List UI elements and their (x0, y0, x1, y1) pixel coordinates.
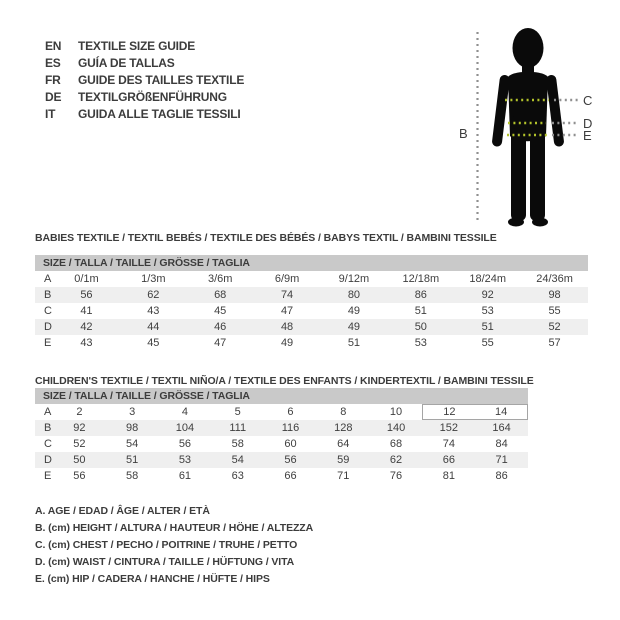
table-cell: 92 (481, 289, 494, 301)
table-cell: 71 (495, 454, 508, 466)
child-silhouette-figure (450, 16, 620, 228)
legend-item-chest: C. (cm) CHEST / PECHO / POITRINE / TRUHE / PETTO (35, 539, 298, 551)
table-cell: 9/12m (338, 273, 370, 285)
table-cell: 47 (214, 337, 227, 349)
children-row-e (35, 468, 528, 484)
row-label: E (44, 470, 52, 482)
table-cell: 55 (481, 337, 494, 349)
language-code: IT (45, 107, 56, 121)
table-cell: 48 (280, 321, 294, 333)
hip-label-e: E (583, 128, 592, 143)
table-cell: 18/24m (469, 273, 507, 285)
table-cell: 111 (229, 422, 247, 434)
language-row (45, 55, 244, 72)
table-cell: 57 (548, 337, 561, 349)
row-label: B (44, 289, 52, 301)
table-cell: 58 (126, 470, 139, 482)
table-cell: 84 (495, 438, 508, 450)
table-cell: 41 (80, 305, 93, 317)
table-cell: 55 (548, 305, 561, 317)
row-label: C (44, 305, 52, 317)
table-cell: 74 (442, 438, 455, 450)
table-cell: 59 (337, 454, 350, 466)
language-code: ES (45, 56, 61, 70)
table-cell: 6 (287, 406, 294, 418)
size-header-bar: SIZE / TALLA / TAILLE / GRÖSSE / TAGLIA (35, 255, 588, 271)
measurement-legend (35, 503, 313, 588)
table-cell: 43 (147, 305, 160, 317)
language-code: DE (45, 90, 62, 104)
babies-row-a (35, 271, 588, 287)
table-cell: 92 (73, 422, 86, 434)
table-cell: 52 (73, 438, 86, 450)
table-cell: 53 (414, 337, 427, 349)
babies-table (35, 255, 588, 351)
table-cell: 42 (80, 321, 93, 333)
table-cell: 51 (126, 454, 139, 466)
table-cell: 86 (495, 470, 508, 482)
table-cell: 86 (414, 289, 427, 301)
table-cell: 12/18m (402, 273, 440, 285)
table-cell: 52 (548, 321, 561, 333)
language-code: FR (45, 73, 61, 87)
table-cell: 44 (147, 321, 160, 333)
table-cell: 14 (475, 404, 528, 420)
table-cell: 104 (175, 422, 195, 434)
measurement-diagram (450, 16, 620, 228)
table-cell: 98 (126, 422, 139, 434)
table-cell: 63 (231, 470, 244, 482)
table-cell: 62 (147, 289, 160, 301)
table-cell: 54 (231, 454, 244, 466)
table-cell: 81 (442, 470, 455, 482)
legend-item-age: A. AGE / EDAD / ÂGE / ALTER / ETÀ (35, 505, 210, 517)
language-label: GUIDE DES TAILLES TEXTILE (78, 73, 245, 87)
table-cell: 74 (280, 289, 294, 301)
table-cell: 62 (389, 454, 403, 466)
children-row-b (35, 420, 528, 436)
table-cell: 47 (280, 305, 294, 317)
table-cell: 3 (129, 406, 136, 418)
children-row-a (35, 404, 528, 420)
babies-row-b (35, 287, 588, 303)
size-header-bar: SIZE / TALLA / TAILLE / GRÖSSE / TAGLIA (35, 388, 528, 404)
babies-row-e (35, 335, 588, 351)
language-code: EN (45, 39, 62, 53)
row-label: E (44, 337, 52, 349)
chest-label-c: C (583, 93, 593, 108)
table-cell: 24/36m (536, 273, 573, 285)
legend-item-hip: E. (cm) HIP / CADERA / HANCHE / HÜFTE / HIPS (35, 573, 270, 585)
language-row (45, 38, 244, 55)
children-title: CHILDREN'S TEXTILE / TEXTIL NIÑO/A / TEXTILE DES ENFANTS / KINDERTEXTIL / BAMBINI TESSILE (35, 375, 534, 387)
language-label: GUIDA ALLE TAGLIE TESSILI (78, 107, 241, 121)
table-cell: 58 (231, 438, 244, 450)
table-cell: 53 (178, 454, 192, 466)
table-cell: 116 (281, 422, 300, 434)
table-cell: 140 (386, 422, 406, 434)
row-label: B (44, 422, 52, 434)
table-cell: 51 (481, 321, 494, 333)
table-cell: 49 (280, 337, 294, 349)
table-cell: 71 (337, 470, 350, 482)
table-cell: 60 (284, 438, 297, 450)
table-cell: 50 (73, 454, 86, 466)
row-label: A (44, 406, 52, 418)
table-cell: 51 (414, 305, 427, 317)
row-label: A (44, 273, 52, 285)
table-cell: 98 (548, 289, 561, 301)
table-cell: 50 (414, 321, 427, 333)
language-label: TEXTILE SIZE GUIDE (78, 39, 196, 53)
table-cell: 68 (214, 289, 227, 301)
table-cell: 128 (334, 422, 353, 434)
row-label: D (44, 321, 52, 333)
table-cell: 56 (178, 438, 192, 450)
children-table (35, 388, 528, 484)
table-cell: 8 (340, 406, 347, 418)
row-label: D (44, 454, 52, 466)
table-cell: 80 (347, 289, 361, 301)
table-cell: 3/6m (207, 273, 233, 285)
babies-title: BABIES TEXTILE / TEXTIL BEBÉS / TEXTILE DES BÉBÉS / BABYS TEXTIL / BAMBINI TESSILE (35, 232, 497, 244)
language-label: TEXTILGRÖßENFÜHRUNG (78, 90, 227, 104)
table-cell: 164 (492, 422, 511, 434)
babies-row-c (35, 303, 588, 319)
language-list (45, 38, 244, 123)
row-label: C (44, 438, 52, 450)
babies-row-d (35, 319, 588, 335)
language-row (45, 106, 244, 123)
table-cell: 2 (76, 406, 83, 418)
table-cell: 56 (73, 470, 86, 482)
table-cell: 10 (389, 406, 403, 418)
table-cell: 46 (214, 321, 227, 333)
table-cell: 152 (439, 422, 458, 434)
height-label-b: B (459, 126, 468, 141)
table-cell: 12 (422, 404, 475, 420)
table-cell: 4 (181, 406, 188, 418)
language-row (45, 89, 244, 106)
waist-label-d: D (583, 116, 593, 131)
table-cell: 68 (389, 438, 403, 450)
language-label: GUÍA DE TALLAS (78, 56, 175, 70)
table-cell: 51 (347, 337, 361, 349)
table-cell: 53 (481, 305, 494, 317)
children-row-d (35, 452, 528, 468)
table-cell: 54 (126, 438, 139, 450)
table-cell: 6/9m (274, 273, 300, 285)
legend-item-waist: D. (cm) WAIST / CINTURA / TAILLE / HÜFTUNG / VITA (35, 556, 295, 568)
table-cell: 66 (442, 454, 455, 466)
table-cell: 61 (178, 470, 192, 482)
table-cell: 49 (347, 321, 361, 333)
table-cell: 66 (284, 470, 297, 482)
table-cell: 64 (337, 438, 350, 450)
table-cell: 1/3m (141, 273, 166, 285)
table-cell: 0/1m (74, 273, 99, 285)
table-cell: 45 (214, 305, 227, 317)
table-cell: 56 (80, 289, 93, 301)
table-cell: 5 (234, 406, 241, 418)
language-row (45, 72, 244, 89)
table-cell: 76 (389, 470, 403, 482)
table-cell: 49 (347, 305, 361, 317)
child-body-shape (492, 28, 565, 227)
children-row-c (35, 436, 528, 452)
table-cell: 56 (284, 454, 297, 466)
table-cell: 43 (80, 337, 93, 349)
table-cell: 45 (147, 337, 160, 349)
legend-item-height: B. (cm) HEIGHT / ALTURA / HAUTEUR / HÖHE / ALTEZZA (35, 522, 314, 534)
